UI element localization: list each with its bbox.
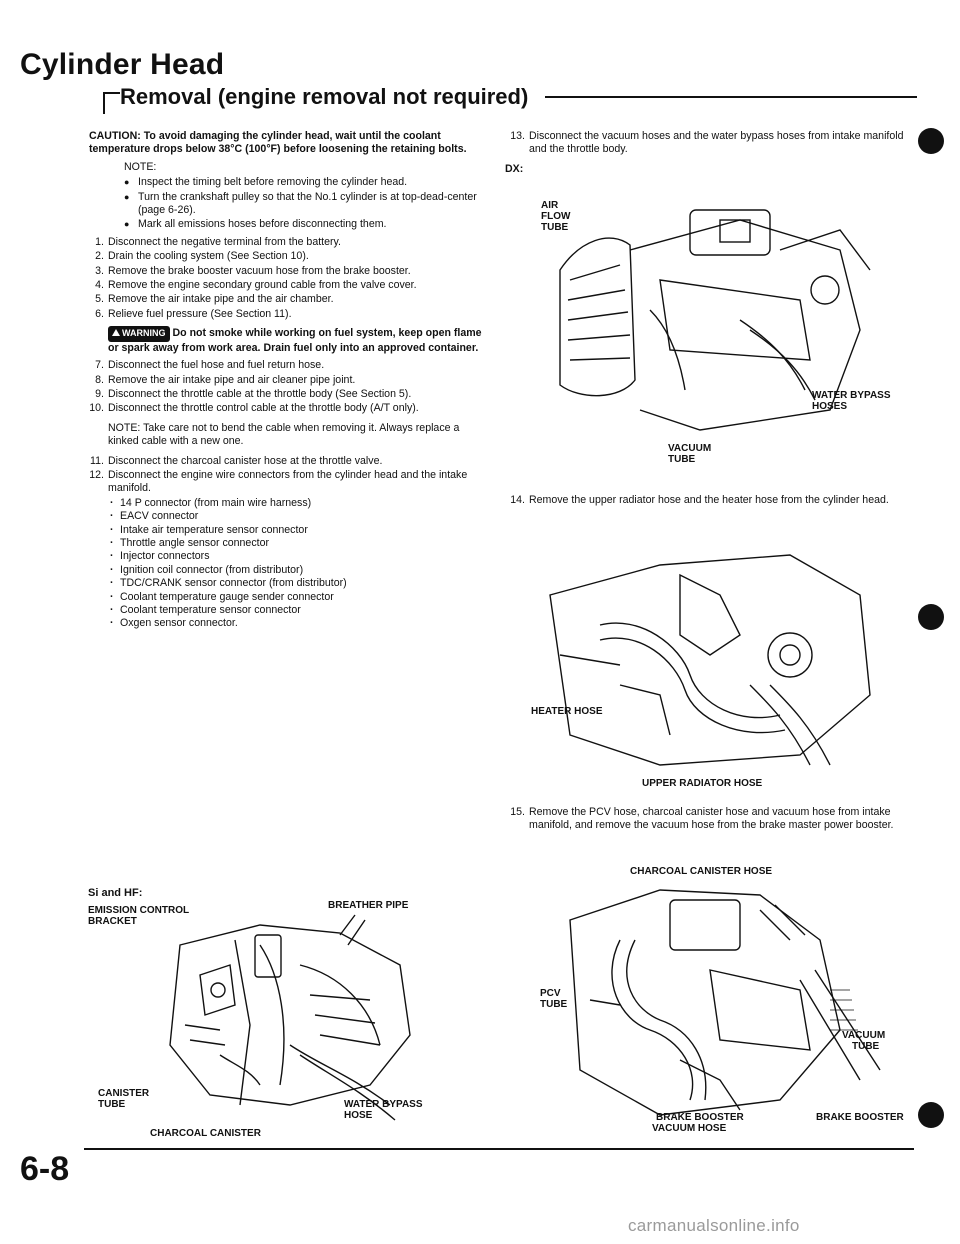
- step-item: 1. Disconnect the negative terminal from the battery.: [95, 235, 341, 248]
- step-item: 12. Disconnect the engine wire connectors from the cylinder head and the intake manifold.: [89, 468, 468, 495]
- callout-vacuum-tube-fig3: VACUUM: [842, 1030, 886, 1041]
- warning-triangle-icon: [112, 329, 120, 336]
- page-title: Cylinder Head: [20, 48, 225, 81]
- callout-water-bypass-hose: WATER BYPASS: [344, 1099, 423, 1110]
- callout-bracket: BRACKET: [88, 916, 137, 927]
- connector-item: · Oxgen sensor connector.: [108, 617, 484, 630]
- connector-item: · Injector connectors: [108, 550, 484, 563]
- callout-vacuum-tube: VACUUM: [668, 443, 712, 454]
- watermark: carmanualsonline.info: [628, 1216, 800, 1235]
- connector-list: [108, 497, 484, 631]
- step-14-block: [505, 494, 905, 508]
- callout-canister-tube: CANISTER: [98, 1088, 150, 1099]
- footer-rule: [84, 1148, 914, 1150]
- figure-label-si-hf: Si and HF:: [88, 887, 143, 899]
- callout-vacuum-tube-2: TUBE: [668, 454, 696, 465]
- engine-illustration-si-hf: [140, 905, 440, 1130]
- connector-item: · TDC/CRANK sensor connector (from distributor): [108, 577, 484, 590]
- connector-item: · 14 P connector (from main wire harness): [108, 497, 484, 510]
- note-item: ● Mark all emissions hoses before disconnecting them.: [124, 218, 484, 231]
- binder-hole-icon: [918, 128, 944, 154]
- callout-water-bypass-hoses: WATER BYPASS: [812, 390, 891, 401]
- steps-group-c: [84, 455, 484, 631]
- note-item: ● Turn the crankshaft pulley so that the No.1 cylinder is at top-dead-center (page 6-26).: [124, 191, 484, 218]
- connector-item: · Ignition coil connector (from distributor): [108, 564, 484, 577]
- warning-block: [108, 326, 484, 355]
- step-item: 6. Relieve fuel pressure (See Section 11).: [95, 307, 292, 320]
- step-15-block: [505, 806, 905, 834]
- callout-canister-tube-2: TUBE: [98, 1099, 126, 1110]
- callout-vacuum-tube-fig3-2: TUBE: [852, 1041, 880, 1052]
- steps-group-b: [84, 359, 484, 416]
- step-item: 11. Disconnect the charcoal canister hose at the throttle valve.: [90, 454, 383, 467]
- step-item: 10. Disconnect the throttle control cable at the throttle body (A/T only).: [89, 402, 419, 415]
- step-item: 15. Remove the PCV hose, charcoal canister hose and vacuum hose from intake manifold, and remove the vacuum hose from the brake master power booster.: [510, 806, 894, 832]
- right-column: [505, 130, 905, 176]
- connector-item: · Throttle angle sensor connector: [108, 537, 484, 550]
- callout-breather-pipe: BREATHER PIPE: [328, 900, 409, 911]
- callout-pcv-tube: PCV: [540, 988, 561, 999]
- callout-brake-booster-vacuum-hose-2: VACUUM HOSE: [652, 1123, 727, 1134]
- step-item: 2. Drain the cooling system (See Section 10).: [95, 250, 309, 263]
- subhead-bracket-top: [103, 92, 121, 94]
- step-item: 9. Disconnect the throttle cable at the throttle body (See Section 5).: [95, 387, 412, 400]
- callout-brake-booster: BRAKE BOOSTER: [816, 1112, 904, 1123]
- callout-pcv-tube-2: TUBE: [540, 999, 568, 1010]
- connector-item: · Coolant temperature gauge sender connector: [108, 591, 484, 604]
- subhead-bracket: [103, 92, 105, 114]
- step-item: 13. Disconnect the vacuum hoses and the water bypass hoses from intake manifold and the throttle body.: [510, 130, 904, 156]
- note-block: [124, 161, 484, 232]
- callout-air-flow-tube-2: FLOW: [541, 211, 571, 222]
- callout-brake-booster-vacuum-hose: BRAKE BOOSTER: [656, 1112, 744, 1123]
- warning-badge: WARNING: [108, 326, 170, 341]
- callout-charcoal-canister: CHARCOAL CANISTER: [150, 1128, 261, 1139]
- callout-upper-radiator-hose: UPPER RADIATOR HOSE: [642, 778, 763, 789]
- note-header: NOTE:: [124, 160, 157, 173]
- dx-label: DX:: [505, 162, 524, 175]
- note-item: ● Inspect the timing belt before removing the cylinder head.: [124, 176, 484, 189]
- callout-charcoal-canister-hose: CHARCOAL CANISTER HOSE: [630, 866, 773, 877]
- cable-note: NOTE: Take care not to bend the cable when removing it. Always replace a kinked cable with a new one.: [108, 421, 460, 448]
- binder-hole-icon: [918, 1102, 944, 1128]
- callout-water-bypass-hoses-2: HOSES: [812, 401, 848, 412]
- connector-item: · Coolant temperature sensor connector: [108, 604, 484, 617]
- step-item: 5. Remove the air intake pipe and the air chamber.: [95, 293, 334, 306]
- callout-water-bypass-hose-2: HOSE: [344, 1110, 373, 1121]
- left-column: [84, 130, 484, 631]
- steps-group-a: [84, 236, 484, 321]
- callout-emission-control: EMISSION CONTROL: [88, 905, 190, 916]
- step-item: 3. Remove the brake booster vacuum hose from the brake booster.: [95, 264, 411, 277]
- page-number: 6-8: [20, 1150, 70, 1188]
- binder-hole-icon: [918, 604, 944, 630]
- engine-illustration-hoses: [540, 535, 880, 770]
- engine-illustration-pcv: [560, 880, 890, 1120]
- connector-item: · EACV connector: [108, 510, 484, 523]
- callout-heater-hose: HEATER HOSE: [531, 706, 603, 717]
- step-item: 14. Remove the upper radiator hose and the heater hose from the cylinder head.: [510, 494, 889, 506]
- callout-air-flow-tube-3: TUBE: [541, 222, 569, 233]
- section-subtitle: Removal (engine removal not required): [120, 84, 536, 110]
- step-item: 4. Remove the engine secondary ground cable from the valve cover.: [95, 279, 417, 292]
- warning-text: Do not smoke while working on fuel system, keep open flame or spark away from work area. Drain fuel only into an approved container.: [108, 327, 482, 354]
- subtitle-rule: [545, 96, 917, 98]
- connector-item: · Intake air temperature sensor connector: [108, 524, 484, 537]
- step-item: 8. Remove the air intake pipe and air cleaner pipe joint.: [95, 373, 356, 386]
- callout-air-flow-tube: AIR: [541, 200, 559, 211]
- step-item: 7. Disconnect the fuel hose and fuel return hose.: [95, 359, 325, 372]
- caution-text: CAUTION: To avoid damaging the cylinder head, wait until the coolant temperature drops below 38°C (100°F) before loosening the retaining bolts.: [89, 130, 467, 156]
